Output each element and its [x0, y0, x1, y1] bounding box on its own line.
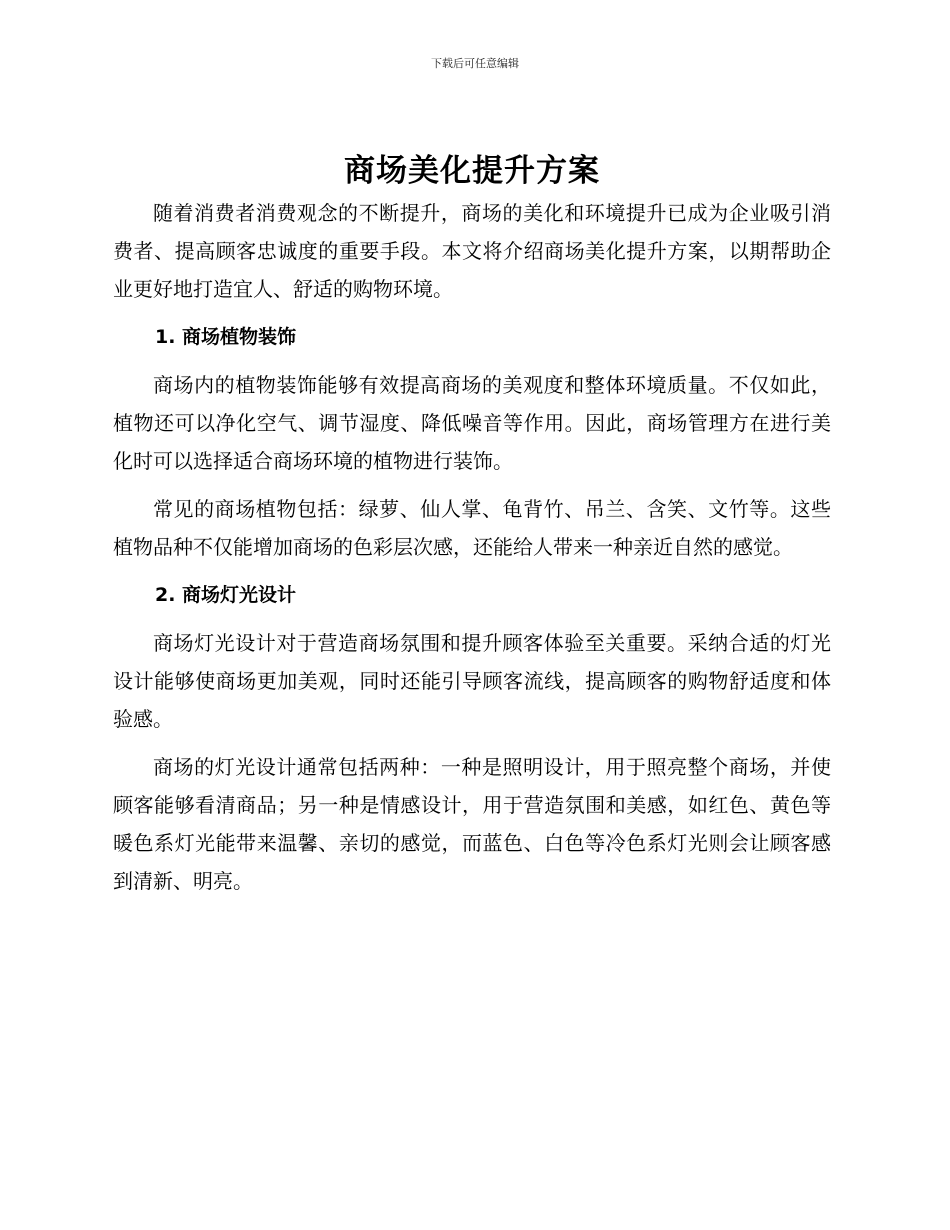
section-heading-lighting: 2. 商场灯光设计 [155, 584, 297, 606]
section-heading-plants: 1. 商场植物装饰 [155, 326, 297, 348]
spacer [113, 480, 831, 490]
spacer [113, 614, 831, 624]
section-paragraph: 商场灯光设计对于营造商场氛围和提升顾客体验至关重要。采纳合适的灯光设计能够使商场更加美观，同时还能引导顾客流线，提高顾客的购物舒适度和体验感。 [113, 631, 831, 731]
spacer [113, 308, 831, 318]
spacer [113, 566, 831, 576]
header-note: 下载后可任意编辑 [431, 57, 519, 70]
section-paragraph: 商场的灯光设计通常包括两种：一种是照明设计，用于照亮整个商场，并使顾客能够看清商品；另一种是情感设计，用于营造氛围和美感，如红色、黄色等暖色系灯光能带来温馨、亲切的感觉，而蓝色、白色等冷色系灯光则会让顾客感到清新、明亮。 [113, 755, 831, 893]
document-content [113, 148, 831, 900]
section-paragraph: 商场内的植物装饰能够有效提高商场的美观度和整体环境质量。不仅如此，植物还可以净化空气、调节湿度、降低噪音等作用。因此，商场管理方在进行美化时可以选择适合商场环境的植物进行装饰。 [113, 373, 831, 473]
spacer [113, 356, 831, 366]
spacer [113, 738, 831, 748]
section-paragraph: 常见的商场植物包括：绿萝、仙人掌、龟背竹、吊兰、含笑、文竹等。这些植物品种不仅能增加商场的色彩层次感，还能给人带来一种亲近自然的感觉。 [113, 497, 831, 559]
document-title: 商场美化提升方案 [344, 153, 600, 189]
intro-paragraph: 随着消费者消费观念的不断提升，商场的美化和环境提升已成为企业吸引消费者、提高顾客忠诚度的重要手段。本文将介绍商场美化提升方案，以期帮助企业更好地打造宜人、舒适的购物环境。 [113, 201, 831, 301]
